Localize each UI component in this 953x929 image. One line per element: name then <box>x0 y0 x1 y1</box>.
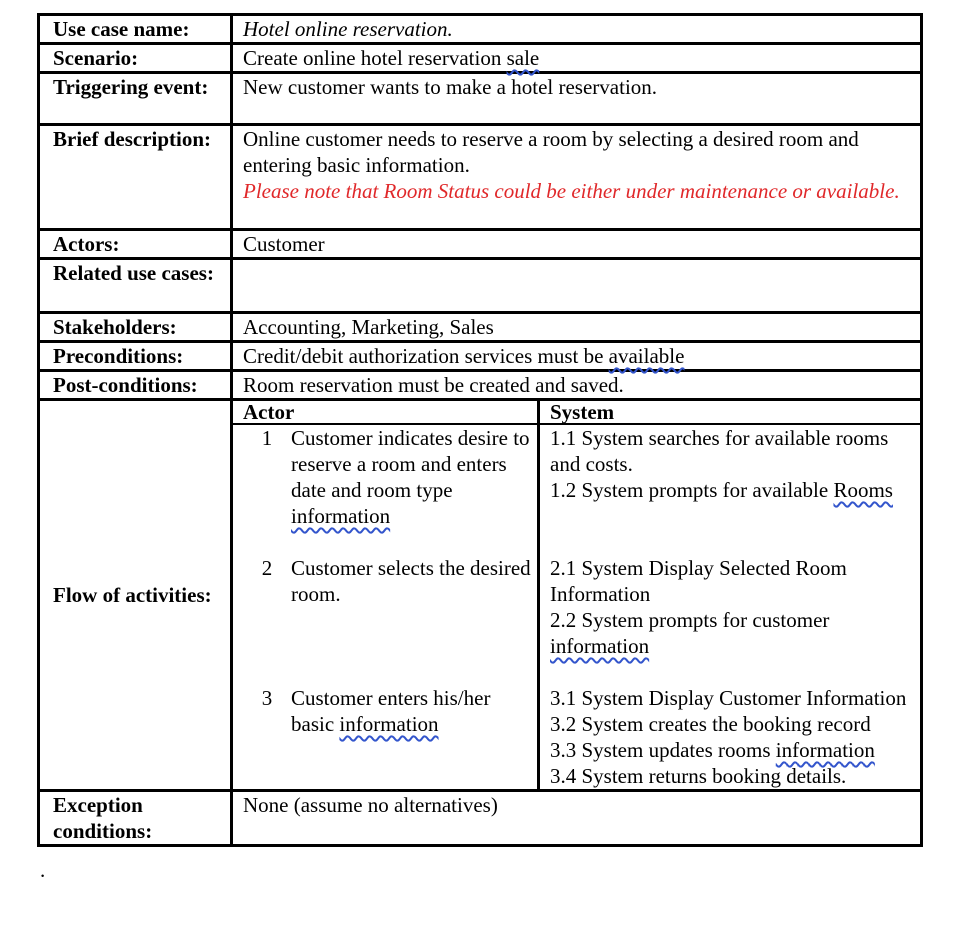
scenario-value <box>232 44 922 73</box>
scenario-text: Create online hotel reservation <box>243 46 507 70</box>
actors-label: Actors: <box>39 230 232 259</box>
post-conditions-value: Room reservation must be created and saved. <box>232 371 922 400</box>
preconditions-text: Credit/debit authorization services must be <box>243 344 609 368</box>
brief-description-note: Please note that Room Status could be either under maintenance or available. <box>243 179 900 203</box>
system-step-main: 3.3 System updates rooms <box>550 738 776 762</box>
spelling-flag: information <box>775 738 875 762</box>
actor-step <box>243 555 533 607</box>
actor-step-text <box>291 685 533 737</box>
row-related-use-cases <box>39 259 922 313</box>
flow-step-row <box>233 424 920 555</box>
system-step-text: 2.1 System Display Selected Room Information <box>550 556 847 606</box>
actor-step-main: Customer enters his/her basic <box>291 686 491 736</box>
flow-step-row <box>233 685 920 789</box>
actor-step-cell <box>233 424 539 555</box>
row-scenario <box>39 44 922 73</box>
flow-table <box>233 401 920 789</box>
system-step-text: 1.1 System searches for available rooms and costs. <box>550 426 889 476</box>
row-post-conditions <box>39 371 922 400</box>
flow-header-row <box>233 401 920 424</box>
system-step-text <box>550 477 916 503</box>
actor-column-header: Actor <box>233 401 539 424</box>
step-number: 2 <box>261 556 273 580</box>
trailing-period: . <box>40 858 46 882</box>
use-case-name-value: Hotel online reservation. <box>232 15 922 44</box>
row-preconditions <box>39 342 922 371</box>
step-number: 3 <box>261 686 273 710</box>
actors-value: Customer <box>232 230 922 259</box>
brief-description-label: Brief description: <box>39 125 232 230</box>
use-case-table <box>37 13 923 847</box>
triggering-event-label: Triggering event: <box>39 73 232 125</box>
brief-description-text: Online customer needs to reserve a room by selecting a desired room and entering basic information. <box>243 127 859 177</box>
system-column-header: System <box>539 401 921 424</box>
step-number: 1 <box>261 426 273 450</box>
actor-step <box>243 425 533 529</box>
system-step-text <box>550 607 916 659</box>
exception-conditions-label: Exception conditions: <box>39 791 232 846</box>
spelling-flag: information <box>550 634 650 658</box>
scenario-label: Scenario: <box>39 44 232 73</box>
row-stakeholders <box>39 313 922 342</box>
row-use-case-name <box>39 15 922 44</box>
system-step-text: 3.2 System creates the booking record <box>550 712 871 736</box>
row-triggering-event <box>39 73 922 125</box>
brief-description-value <box>232 125 922 230</box>
stakeholders-label: Stakeholders: <box>39 313 232 342</box>
stakeholders-value: Accounting, Marketing, Sales <box>232 313 922 342</box>
spelling-flag: Rooms <box>833 478 893 502</box>
actor-step-text <box>291 555 533 607</box>
system-step-cell <box>539 555 921 685</box>
spelling-flag: sale <box>506 46 540 70</box>
row-actors <box>39 230 922 259</box>
related-use-cases-value <box>232 259 922 313</box>
actor-step-cell <box>233 685 539 789</box>
row-exception-conditions <box>39 791 922 846</box>
system-step-text: 3.1 System Display Customer Information <box>550 686 907 710</box>
row-flow-of-activities <box>39 400 922 791</box>
preconditions-label: Preconditions: <box>39 342 232 371</box>
preconditions-value <box>232 342 922 371</box>
triggering-event-value: New customer wants to make a hotel reservation. <box>232 73 922 125</box>
flow-of-activities-label: Flow of activities: <box>39 400 232 791</box>
flow-of-activities-cell <box>232 400 922 791</box>
post-conditions-label: Post-conditions: <box>39 371 232 400</box>
actor-step-main: Customer indicates desire to reserve a room and enters date and room type <box>291 426 530 502</box>
actor-step-main: Customer selects the desired room. <box>291 556 531 606</box>
exception-conditions-value: None (assume no alternatives) <box>232 791 922 846</box>
system-step-cell <box>539 685 921 789</box>
system-step-main: 1.2 System prompts for available <box>550 478 834 502</box>
row-brief-description <box>39 125 922 230</box>
system-step-cell <box>539 424 921 555</box>
actor-step <box>243 685 533 737</box>
use-case-name-label: Use case name: <box>39 15 232 44</box>
related-use-cases-label: Related use cases: <box>39 259 232 313</box>
actor-step-cell <box>233 555 539 685</box>
system-step-main: 2.2 System prompts for customer <box>550 608 830 632</box>
spelling-flag: information <box>291 504 391 528</box>
actor-step-text <box>291 425 533 529</box>
spelling-flag: available <box>608 344 685 368</box>
system-step-text <box>550 737 916 763</box>
spelling-flag: information <box>339 712 439 736</box>
system-step-text: 3.4 System returns booking details. <box>550 764 847 788</box>
flow-step-row <box>233 555 920 685</box>
